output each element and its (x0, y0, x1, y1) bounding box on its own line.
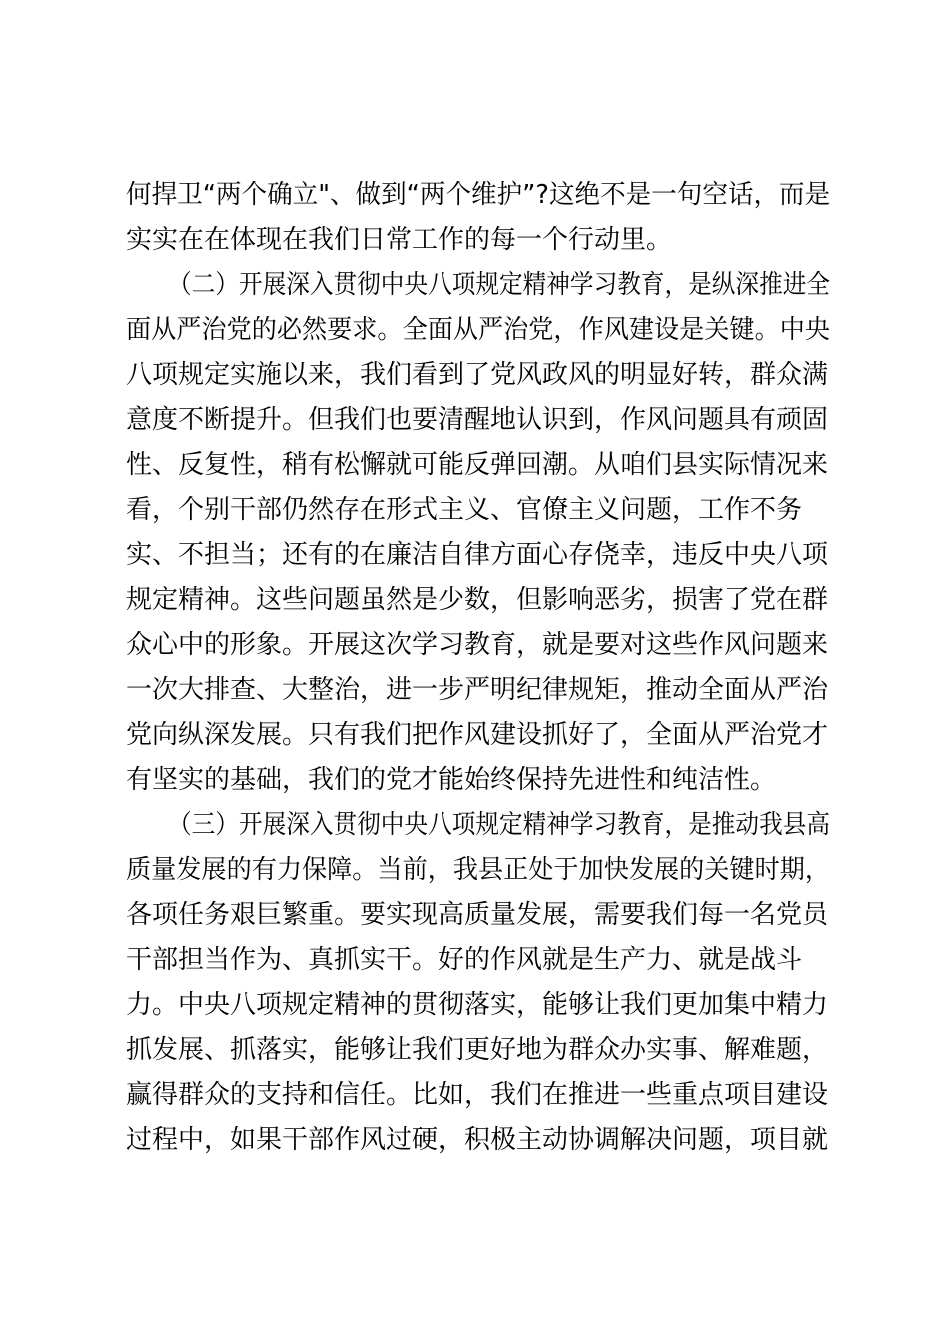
paragraph-3-line-1: （三）开展深入贯彻中央八项规定精神学习教育，是推动我县高 (168, 810, 831, 840)
paragraph-3-line-2: 质量发展的有力保障。当前，我县正处于加快发展的关键时期， (126, 855, 831, 885)
paragraph-2-line-7: 实、不担当；还有的在廉洁自律方面心存侥幸，违反中央八项 (126, 540, 829, 570)
paragraph-3-line-6: 抓发展、抓落实，能够让我们更好地为群众办实事、解难题， (126, 1035, 829, 1065)
paragraph-3-line-3: 各项任务艰巨繁重。要实现高质量发展，需要我们每一名党员 (126, 900, 829, 930)
paragraph-2-line-2: 面从严治党的必然要求。全面从严治党，作风建设是关键。中央 (126, 315, 831, 345)
paragraph-2-line-11: 党向纵深发展。只有我们把作风建设抓好了，全面从严治党才 (126, 720, 829, 750)
paragraph-2-line-1: （二）开展深入贯彻中央八项规定精神学习教育，是纵深推进全 (168, 270, 831, 300)
paragraph-2-line-8: 规定精神。这些问题虽然是少数，但影响恶劣，损害了党在群 (126, 585, 829, 615)
paragraph-3-line-7: 赢得群众的支持和信任。比如，我们在推进一些重点项目建设 (126, 1080, 829, 1110)
text-line-1: 何捍卫“两个确立"、做到“两个维护”?这绝不是一句空话，而是 (126, 180, 831, 210)
paragraph-2-line-3: 八项规定实施以来，我们看到了党风政风的明显好转，群众满 (126, 360, 829, 390)
paragraph-2-line-12: 有坚实的基础，我们的党才能始终保持先进性和纯洁性。 (126, 765, 777, 795)
paragraph-3-line-4: 干部担当作为、真抓实干。好的作风就是生产力、就是战斗 (126, 945, 803, 975)
paragraph-2-line-10: 一次大排查、大整治，进一步严明纪律规矩，推动全面从严治 (126, 675, 829, 705)
paragraph-2-line-5: 性、反复性，稍有松懈就可能反弹回潮。从咱们县实际情况来 (126, 450, 829, 480)
paragraph-3-line-5: 力。中央八项规定精神的贯彻落实，能够让我们更加集中精力 (126, 990, 829, 1020)
paragraph-2-line-4: 意度不断提升。但我们也要清醒地认识到，作风问题具有顽固 (126, 405, 829, 435)
text-line-2: 实实在在体现在我们日常工作的每一个行动里。 (126, 225, 673, 255)
paragraph-2-line-9: 众心中的形象。开展这次学习教育，就是要对这些作风问题来 (126, 630, 829, 660)
paragraph-3-line-8: 过程中，如果干部作风过硬，积极主动协调解决问题，项目就 (126, 1125, 829, 1155)
paragraph-2-line-6: 看，个别干部仍然存在形式主义、官僚主义问题，工作不务 (126, 495, 803, 525)
